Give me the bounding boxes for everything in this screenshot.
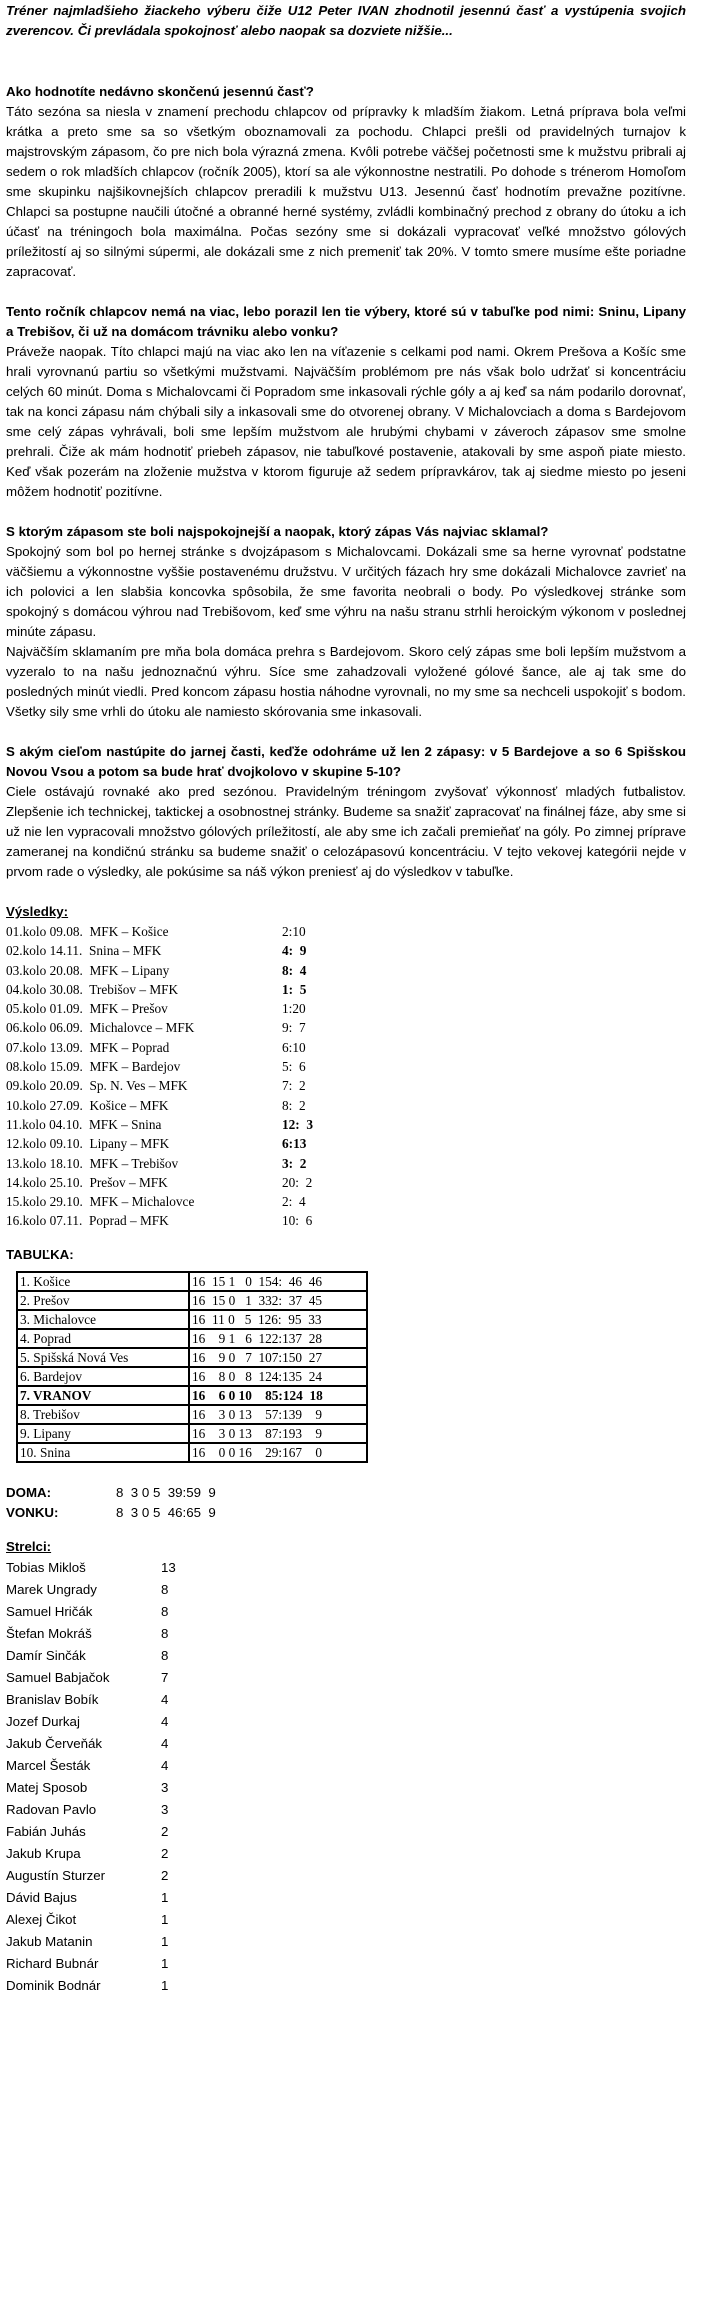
result-match: 15.kolo 29.10. MFK – Michalovce: [6, 1194, 195, 1210]
result-row: [6, 1154, 686, 1173]
question: S ktorým zápasom ste boli najspokojnejší a naopak, ktorý zápas Vás najviac sklamal?: [6, 524, 549, 539]
table-team: 1. Košice: [17, 1272, 189, 1291]
scorer-goals: 1: [161, 1955, 169, 1971]
scorer-goals: 4: [161, 1735, 169, 1751]
table-row: [17, 1367, 367, 1386]
scorer-goals: 2: [161, 1867, 169, 1883]
scorer-name: Damír Sinčák: [6, 1647, 86, 1663]
result-score: 7: 2: [282, 1078, 306, 1094]
result-score: 1: 5: [282, 981, 307, 997]
table-stats: 16 11 0 5 126: 95 33: [189, 1310, 367, 1329]
summary-label: DOMA:: [6, 1484, 52, 1500]
result-match: 09.kolo 20.09. Sp. N. Ves – MFK: [6, 1078, 188, 1094]
result-row: [6, 1115, 686, 1134]
result-match: 16.kolo 07.11. Poprad – MFK: [6, 1213, 169, 1229]
article: [6, 0, 686, 1997]
scorer-name: Štefan Mokráš: [6, 1625, 92, 1641]
answer: Najväčším sklamaním pre mňa bola domáca prehra s Bardejovom. Skoro celý zápas sme boli lepším mužstvom a vyzeralo to na našu jednoznačnú výhru. Síce sme zahadzovali vyložené gólové šance, ale aj tak sme do posledných minút viedli. Pred koncom zápasu hostia náhodne vyrovnali, no my sme sa nechceli uspokojiť s bodom. Všetky sily sme vrhli do útoku ale namiesto skórovania sme inkasovali.: [6, 644, 686, 719]
table-stats: 16 3 0 13 57:139 9: [189, 1405, 367, 1424]
scorer-name: Tobias Mikloš: [6, 1559, 86, 1575]
scorer-row: [6, 1843, 686, 1865]
scorer-row: [6, 1557, 686, 1579]
summary-row: [6, 1503, 686, 1523]
results-list: [6, 922, 686, 1231]
scorer-row: [6, 1711, 686, 1733]
scorer-row: [6, 1953, 686, 1975]
result-score: 5: 6: [282, 1059, 306, 1075]
result-score: 8: 4: [282, 962, 307, 978]
scorer-name: Augustín Sturzer: [6, 1867, 106, 1883]
table-row: [17, 1386, 367, 1405]
table-team: 5. Spišská Nová Ves: [17, 1348, 189, 1367]
scorer-goals: 7: [161, 1669, 169, 1685]
home-away-summary: [6, 1483, 686, 1523]
result-match: 13.kolo 18.10. MFK – Trebišov: [6, 1155, 179, 1171]
scorer-goals: 8: [161, 1603, 169, 1619]
table-stats: 16 6 0 10 85:124 18: [189, 1386, 367, 1405]
table-team: 10. Snina: [17, 1443, 189, 1462]
result-score: 8: 2: [282, 1097, 306, 1113]
scorer-row: [6, 1799, 686, 1821]
scorer-row: [6, 1887, 686, 1909]
scorer-row: [6, 1689, 686, 1711]
summary-row: [6, 1483, 686, 1503]
answer: Práveže naopak. Títo chlapci majú na viac ako len na víťazenie s celkami pod nami. Okrem Prešova a Košíc sme hrali vyrovnanú partiu so všetkými mužstvami. Najväčším problémom pre nás však bolo udržať si koncentráciu celých 60 minút. Doma s Michalovcami či Popradom sme inkasovali rýchle góly a aj keď sa nám podarilo dorovnať, tak na konci zápasu nám chýbali sily a inkasovali sme do otvorenej obrany. V Michalovciach a doma s Bardejovom sme celý zápas vyhrávali, boli sme lepším mužstvom ale hrubými chybami v záveroch zápasov sme smolne prehrali. Čiže ak mám hodnotiť priebeh zápasov, nie tabuľkové postavenie, atakovali by sme aspoň piate miesto. Keď však pozerám na zloženie mužstva v ktorom figuruje až sedem prípravkárov, tak aj siedme miesto po jeseni môžem hodnotiť pozitívne.: [6, 344, 686, 499]
table-stats: 16 0 0 16 29:167 0: [189, 1443, 367, 1462]
result-score: 9: 7: [282, 1020, 306, 1036]
scorer-goals: 2: [161, 1845, 169, 1861]
scorer-goals: 1: [161, 1933, 169, 1949]
table-stats: 16 15 0 1 332: 37 45: [189, 1291, 367, 1310]
answer: Spokojný som bol po hernej stránke s dvojzápasom s Michalovcami. Dokázali sme sa herne vyrovnať podstatne väčšiemu a výkonnostne vyššie postavenému družstvu. V určitých fázach hry sme dokázali Michalovce zavrieť na ich polovici a len slabšia koncovka spôsobila, že sme favorita neobrali o body. Po výsledkovej stránke som spokojný s domácou výhrou nad Trebišovom, keď sme výhru na našu stranu strhli heroickým výkonom v poslednej minúte zápasu.: [6, 544, 686, 639]
table-row: [17, 1424, 367, 1443]
scorer-goals: 1: [161, 1911, 169, 1927]
table-row: [17, 1443, 367, 1462]
scorer-row: [6, 1909, 686, 1931]
table-row: [17, 1272, 367, 1291]
scorer-row: [6, 1733, 686, 1755]
scorer-goals: 4: [161, 1757, 169, 1773]
result-score: 1:20: [282, 1001, 306, 1017]
scorer-goals: 3: [161, 1801, 169, 1817]
scorer-row: [6, 1931, 686, 1953]
result-score: 12: 3: [282, 1116, 314, 1132]
result-row: [6, 922, 686, 941]
result-match: 06.kolo 06.09. Michalovce – MFK: [6, 1020, 195, 1036]
scorer-name: Fabián Juhás: [6, 1823, 86, 1839]
result-row: [6, 1096, 686, 1115]
scorer-row: [6, 1579, 686, 1601]
scorer-row: [6, 1975, 686, 1997]
table-row: [17, 1348, 367, 1367]
article-intro: Tréner najmladšieho žiackeho výberu čiže U12 Peter IVAN zhodnotil jesennú časť a vystúpenia svojich zverencov. Či prevládala spokojnosť alebo naopak sa dozviete nižšie...: [6, 3, 686, 38]
result-match: 12.kolo 09.10. Lipany – MFK: [6, 1136, 170, 1152]
result-score: 6:10: [282, 1039, 306, 1055]
result-match: 10.kolo 27.09. Košice – MFK: [6, 1097, 169, 1113]
result-row: [6, 1211, 686, 1230]
result-match: 11.kolo 04.10. MFK – Snina: [6, 1116, 162, 1132]
scorer-name: Alexej Čikot: [6, 1911, 77, 1927]
scorer-goals: 8: [161, 1581, 169, 1597]
result-score: 20: 2: [282, 1174, 313, 1190]
result-match: 05.kolo 01.09. MFK – Prešov: [6, 1001, 168, 1017]
result-match: 14.kolo 25.10. Prešov – MFK: [6, 1174, 168, 1190]
result-match: 08.kolo 15.09. MFK – Bardejov: [6, 1059, 181, 1075]
table-stats: 16 3 0 13 87:193 9: [189, 1424, 367, 1443]
scorer-name: Jakub Krupa: [6, 1845, 81, 1861]
table-team: 4. Poprad: [17, 1329, 189, 1348]
scorer-goals: 2: [161, 1823, 169, 1839]
summary-value: 8 3 0 5 46:65 9: [116, 1504, 216, 1520]
scorer-goals: 8: [161, 1647, 169, 1663]
scorer-name: Marcel Šesták: [6, 1757, 91, 1773]
table-team: 2. Prešov: [17, 1291, 189, 1310]
table-stats: 16 8 0 8 124:135 24: [189, 1367, 367, 1386]
table-team: 8. Trebišov: [17, 1405, 189, 1424]
question: S akým cieľom nastúpite do jarnej časti, keďže odohráme už len 2 zápasy: v 5 Bardejove a so 6 Spišskou Novou Vsou a potom sa bude hrať dvojkolovo v skupine 5-10?: [6, 744, 686, 779]
scorer-name: Jozef Durkaj: [6, 1713, 80, 1729]
table-row: [17, 1405, 367, 1424]
result-row: [6, 941, 686, 960]
scorer-row: [6, 1821, 686, 1843]
scorers-list: [6, 1557, 686, 1997]
summary-label: VONKU:: [6, 1504, 59, 1520]
result-row: [6, 999, 686, 1018]
scorer-row: [6, 1755, 686, 1777]
qa-block-4: [6, 742, 686, 882]
result-row: [6, 980, 686, 999]
answer: Ciele ostávajú rovnaké ako pred sezónou. Pravidelným tréningom zvyšovať výkonnosť mladých futbalistov. Zlepšenie ich technickej, taktickej a osobnostnej stránky. Budeme sa snažiť zapracovať na finálnej fáze, aby sme si už nie len vypracovali množstvo gólových príležitostí, ale aby sme ich začali premieňať na góly. Po zimnej príprave zameranej na kondičnú stránku sa budeme snažiť o celozápasovú koncentráciu. V tejto vekovej kategórii nejde v prvom rade o výsledky, ale pokúsime sa náš výkon preniesť aj do výsledkov v tabuľke.: [6, 784, 686, 879]
scorer-name: Jakub Matanin: [6, 1933, 93, 1949]
result-score: 4: 9: [282, 943, 307, 959]
scorer-row: [6, 1645, 686, 1667]
result-row: [6, 1076, 686, 1095]
question: Tento ročník chlapcov nemá na viac, lebo porazil len tie výbery, ktoré sú v tabuľke pod nimi: Sninu, Lipany a Trebišov, či už na domácom trávniku alebo vonku?: [6, 304, 686, 339]
table-stats: 16 9 0 7 107:150 27: [189, 1348, 367, 1367]
scorers-title: Strelci:: [6, 1538, 52, 1554]
league-table: [16, 1271, 368, 1463]
scorer-row: [6, 1623, 686, 1645]
result-row: [6, 1192, 686, 1211]
scorer-name: Samuel Hričák: [6, 1603, 93, 1619]
result-match: 07.kolo 13.09. MFK – Poprad: [6, 1039, 170, 1055]
qa-block-2: [6, 302, 686, 502]
scorer-goals: 8: [161, 1625, 169, 1641]
scorer-name: Branislav Bobík: [6, 1691, 99, 1707]
result-row: [6, 1057, 686, 1076]
scorer-name: Samuel Babjačok: [6, 1669, 110, 1685]
table-row: [17, 1310, 367, 1329]
scorer-name: Richard Bubnár: [6, 1955, 99, 1971]
table-row: [17, 1329, 367, 1348]
result-score: 3: 2: [282, 1155, 307, 1171]
scorer-goals: 1: [161, 1889, 169, 1905]
table-row: [17, 1291, 367, 1310]
qa-block-1: [6, 82, 686, 282]
table-team: 9. Lipany: [17, 1424, 189, 1443]
scorer-name: Radovan Pavlo: [6, 1801, 97, 1817]
question: Ako hodnotíte nedávno skončenú jesennú časť?: [6, 84, 314, 99]
result-row: [6, 1173, 686, 1192]
result-score: 2: 4: [282, 1194, 306, 1210]
table-team: 6. Bardejov: [17, 1367, 189, 1386]
scorer-goals: 3: [161, 1779, 169, 1795]
result-row: [6, 1134, 686, 1153]
scorer-name: Jakub Červeňák: [6, 1735, 103, 1751]
qa-block-3: [6, 522, 686, 722]
scorer-name: Marek Ungrady: [6, 1581, 97, 1597]
answer: Táto sezóna sa niesla v znamení prechodu chlapcov od prípravky k mladším žiakom. Letná príprava bola veľmi krátka a preto sme sa so všetkým oboznamovali za pochodu. Chlapci prešli od pravidelných turnajov k majstrovským zápasom, čo pre nich bola výrazná zmena. Kvôli potrebe väčšej početnosti sme k mužstvu pribrali aj sedem o rok mladších chlapcov (ročník 2005), ktorí sa ale výkonnostne nestratili. Po dohode s trénerom Homoľom sme skupinku najšikovnejších chlapcov preradili k mužstvu U13. Jesennú časť hodnotím prevažne pozitívne. Chlapci sa postupne naučili útočné a obranné herné systémy, zvládli kombinačný prechod z obrany do útoku a ich účasť na tréningoch bola maximálna. Počas sezóny sme si dokázali vypracovať veľké množstvo gólových príležitostí aj so silnými súpermi, ale dokázali sme z nich premeniť tak 20%. V tomto smere musíme ešte poriadne zapracovať.: [6, 104, 686, 279]
table-team: 7. VRANOV: [17, 1386, 189, 1405]
scorer-row: [6, 1865, 686, 1887]
result-match: 03.kolo 20.08. MFK – Lipany: [6, 962, 170, 978]
summary-value: 8 3 0 5 39:59 9: [116, 1484, 216, 1500]
table-stats: 16 15 1 0 154: 46 46: [189, 1272, 367, 1291]
scorer-row: [6, 1601, 686, 1623]
results-title: Výsledky:: [6, 904, 69, 919]
scorer-goals: 1: [161, 1977, 169, 1993]
scorer-goals: 13: [161, 1559, 176, 1575]
result-score: 6:13: [282, 1136, 307, 1152]
result-match: 02.kolo 14.11. Snina – MFK: [6, 943, 162, 959]
result-score: 2:10: [282, 924, 306, 939]
scorer-row: [6, 1777, 686, 1799]
table-team: 3. Michalovce: [17, 1310, 189, 1329]
result-row: [6, 961, 686, 980]
table-title: TABUĽKA:: [6, 1246, 74, 1262]
scorer-name: Dávid Bajus: [6, 1889, 77, 1905]
result-score: 10: 6: [282, 1213, 313, 1229]
result-match: 01.kolo 09.08. MFK – Košice: [6, 924, 169, 939]
scorer-goals: 4: [161, 1691, 169, 1707]
table-stats: 16 9 1 6 122:137 28: [189, 1329, 367, 1348]
scorer-name: Matej Sposob: [6, 1779, 88, 1795]
result-row: [6, 1018, 686, 1037]
scorer-row: [6, 1667, 686, 1689]
result-row: [6, 1038, 686, 1057]
scorer-name: Dominik Bodnár: [6, 1977, 101, 1993]
scorer-goals: 4: [161, 1713, 169, 1729]
result-match: 04.kolo 30.08. Trebišov – MFK: [6, 981, 179, 997]
